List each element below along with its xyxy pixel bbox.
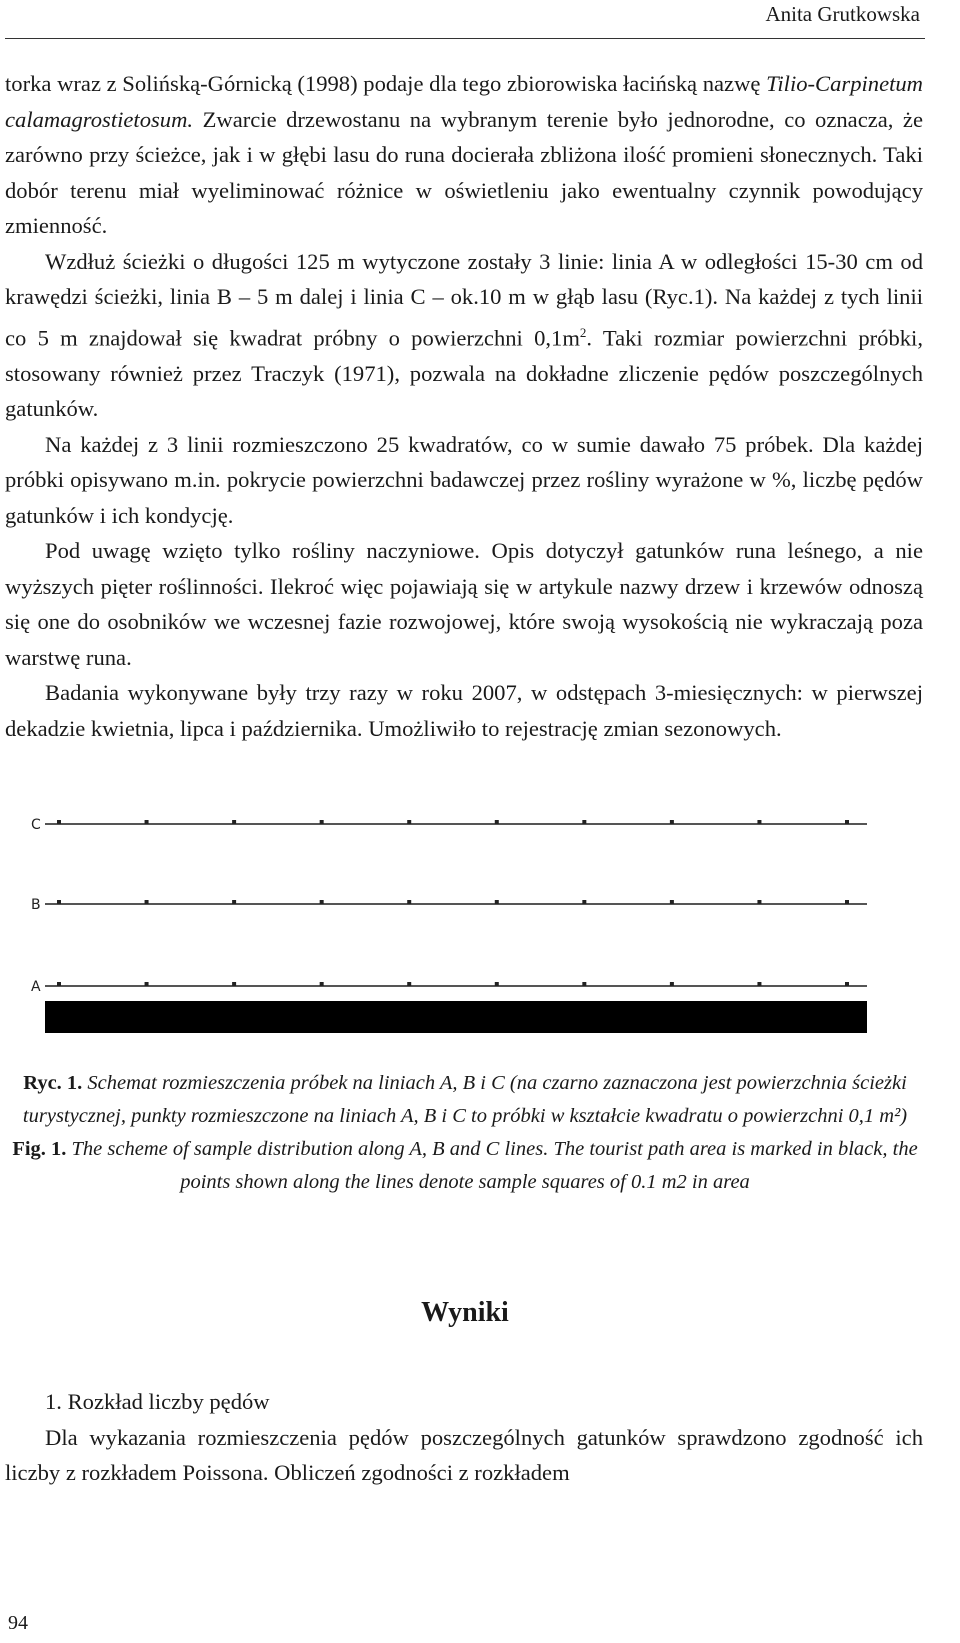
sample-point bbox=[232, 820, 236, 824]
sample-point bbox=[407, 820, 411, 824]
sample-point bbox=[845, 982, 849, 986]
page-number: 94 bbox=[8, 1612, 28, 1634]
sample-point bbox=[757, 820, 761, 824]
sample-point bbox=[145, 900, 149, 904]
paragraph-1-text-cont: Zwarcie drzewostanu na wybranym terenie było jednorodne, co oznacza, że zarówno przy ścieżce, jak i w głębi lasu do runa docierała zbliżona ilość promieni słonecznych. Taki dobór terenu miał wyeliminować różnice w oświetleniu jako ewentualny czynnik powodujący zmienność. bbox=[5, 106, 923, 238]
sample-point bbox=[232, 900, 236, 904]
caption-english bbox=[0, 1133, 930, 1199]
caption-pl-label: Ryc. 1. bbox=[23, 1072, 83, 1094]
superscript-2: 2 bbox=[579, 324, 587, 340]
line-label-b: B bbox=[31, 897, 41, 913]
sample-point bbox=[57, 982, 61, 986]
paragraph-1-latin-name: Tilio-Carpinetum calamagrostietosum. bbox=[5, 71, 923, 132]
sample-point bbox=[582, 820, 586, 824]
sample-point bbox=[495, 900, 499, 904]
body-text bbox=[5, 66, 923, 746]
caption-en-text: The scheme of sample distribution along A, B and C lines. The tourist path area is marked in black, the points shown along the lines denote sample squares of 0.1 m2 in area bbox=[71, 1138, 918, 1193]
caption-polish bbox=[0, 1067, 930, 1133]
sample-point bbox=[320, 900, 324, 904]
running-header-author: Anita Grutkowska bbox=[765, 2, 920, 26]
figure-sample-scheme bbox=[25, 800, 905, 1050]
figure-diagram bbox=[25, 800, 905, 1050]
sample-point bbox=[145, 982, 149, 986]
sample-point bbox=[320, 982, 324, 986]
sample-point bbox=[320, 820, 324, 824]
paragraph-2-text: Wzdłuż ścieżki o długości 125 m wytyczone zostały 3 linie: linia A w odległości 15-30 cm od krawędzi ścieżki, linia B – 5 m dalej i linia C – ok.10 m w głąb lasu (Ryc.1). Na każdej z tych linii co 5 m znajdował się kwadrat próbny o powierzchni 0,1m bbox=[5, 248, 923, 351]
sample-point bbox=[670, 900, 674, 904]
paragraph-2 bbox=[5, 244, 923, 427]
caption-pl-text: Schemat rozmieszczenia próbek na liniach A, B i C (na czarno zaznaczona jest powierzchnia ścieżki turystycznej, punkty rozmieszczone na liniach A, B i C to próbki w kształcie kwadratu o powierzchni 0,1 m²) bbox=[22, 1072, 908, 1127]
paragraph-1 bbox=[5, 66, 923, 244]
sample-point bbox=[407, 900, 411, 904]
sample-point bbox=[757, 900, 761, 904]
subsection-heading: 1. Rozkład liczby pędów bbox=[45, 1389, 270, 1414]
sample-point bbox=[495, 820, 499, 824]
sample-point bbox=[845, 820, 849, 824]
sample-point bbox=[582, 900, 586, 904]
sample-point bbox=[757, 982, 761, 986]
sample-point bbox=[495, 982, 499, 986]
caption-en-label: Fig. 1. bbox=[12, 1138, 67, 1160]
tourist-path-bar bbox=[45, 1001, 867, 1033]
paragraph-4: Pod uwagę wzięto tylko rośliny naczyniowe. Opis dotyczył gatunków runa leśnego, a nie wyższych pięter roślinności. Ilekroć więc pojawiają się w artykule nazwy drzew i krzewów odnoszą się one do osobników we wczesnej fazie rozwojowej, które swoją wysokością nie wykraczają poza warstwę runa. bbox=[5, 538, 923, 670]
sample-point bbox=[407, 982, 411, 986]
figure-caption bbox=[0, 1067, 930, 1199]
header-rule bbox=[5, 38, 925, 39]
section-heading: Wyniki bbox=[421, 1297, 509, 1328]
line-label-a: A bbox=[31, 979, 41, 995]
sample-point bbox=[670, 982, 674, 986]
results-text bbox=[5, 1384, 923, 1491]
line-label-c: C bbox=[31, 817, 41, 833]
sample-point bbox=[845, 900, 849, 904]
sample-point bbox=[232, 982, 236, 986]
paragraph-5: Badania wykonywane były trzy razy w roku 2007, w odstępach 3-miesięcznych: w pierwszej dekadzie kwietnia, lipca i października. Umożliwiło to rejestrację zmian sezonowych. bbox=[5, 680, 923, 741]
paragraph-1-text: torka wraz z Solińską-Górnicką (1998) podaje dla tego zbiorowiska łacińską nazwę bbox=[5, 71, 767, 96]
sample-point bbox=[145, 820, 149, 824]
sample-point bbox=[57, 820, 61, 824]
sample-point bbox=[57, 900, 61, 904]
sample-point bbox=[582, 982, 586, 986]
results-paragraph: Dla wykazania rozmieszczenia pędów poszczególnych gatunków sprawdzono zgodność ich liczby z rozkładem Poissona. Obliczeń zgodności z rozkładem bbox=[5, 1424, 923, 1485]
sample-point bbox=[670, 820, 674, 824]
paragraph-2-text-cont: . Taki rozmiar powierzchni próbki, stosowany również przez Traczyk (1971), pozwala na dokładne zliczenie pędów poszczególnych gatunków. bbox=[5, 325, 923, 422]
paragraph-3: Na każdej z 3 linii rozmieszczono 25 kwadratów, co w sumie dawało 75 próbek. Dla każdej próbki opisywano m.in. pokrycie powierzchni badawczej przez rośliny wyrażone w %, liczbę pędów gatunków i ich kondycję. bbox=[5, 431, 923, 528]
